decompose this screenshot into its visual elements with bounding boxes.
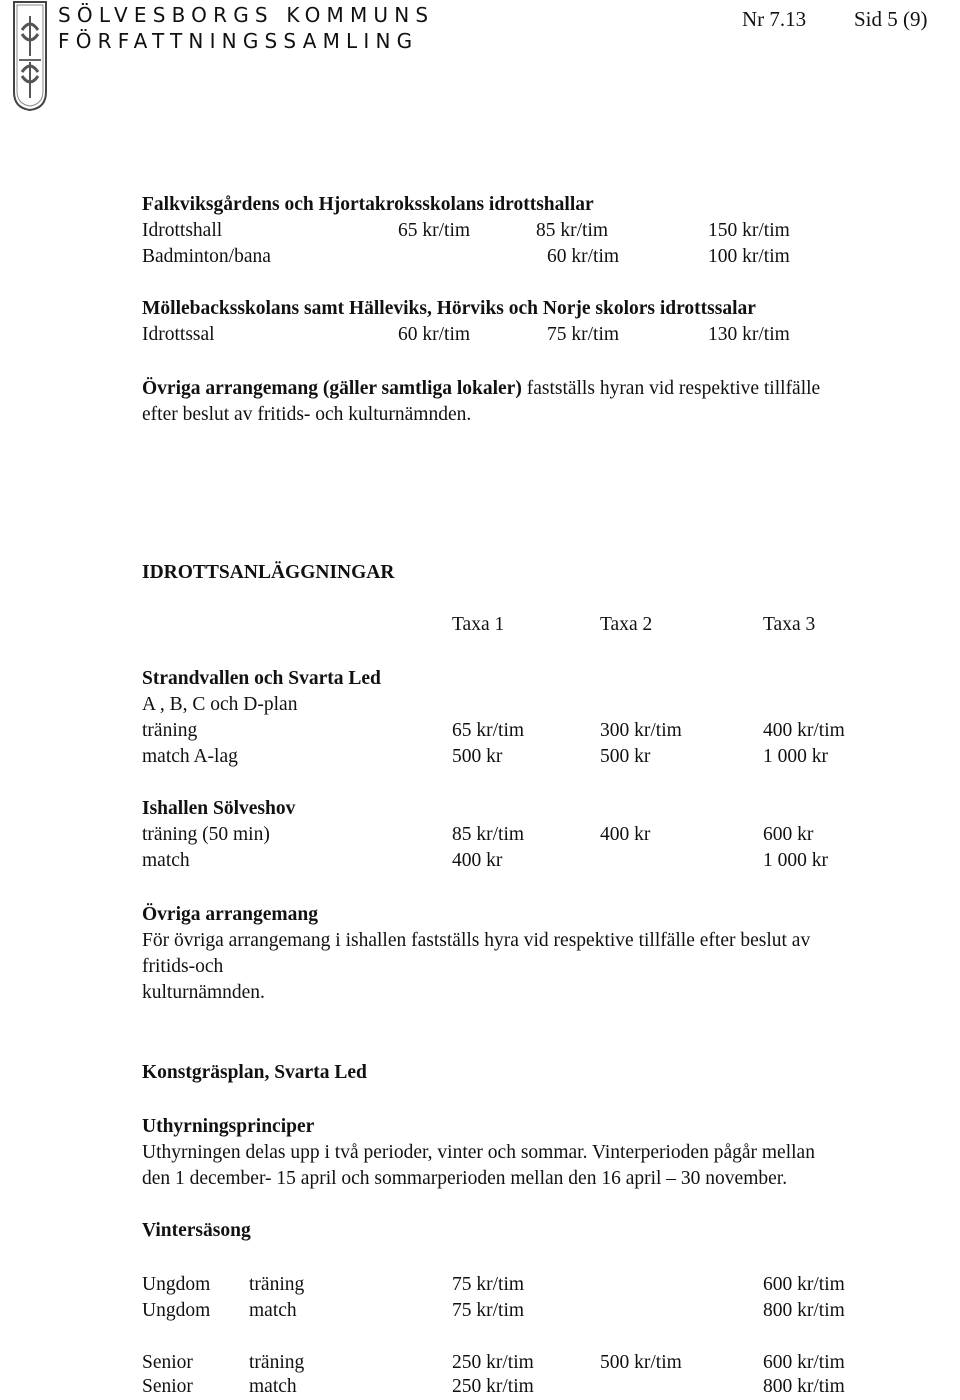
price-cell: 75 kr/tim (452, 1274, 525, 1295)
row-name: Idrottssal (142, 324, 215, 345)
other-arrangements-text-line2: efter beslut av fritids- och kulturnämnden. (142, 404, 472, 425)
price-cell: 60 kr/tim (398, 324, 471, 345)
row-name: match A-lag (142, 746, 238, 767)
price-cell: 800 kr/tim (763, 1300, 845, 1321)
section-title-facilities: IDROTTSANLÄGGNINGAR (142, 562, 395, 583)
column-header-taxa3: Taxa 3 (763, 614, 816, 635)
section-title-halls-falkvik: Falkviksgårdens och Hjortakroksskolans idrottshallar (142, 194, 594, 215)
section-title-konstgras: Konstgräsplan, Svarta Led (142, 1062, 367, 1083)
price-cell: 400 kr (600, 824, 651, 845)
price-cell: 250 kr/tim (452, 1352, 534, 1373)
price-cell: 1 000 kr (763, 850, 828, 871)
type-cell: träning (249, 1274, 305, 1295)
price-cell: 65 kr/tim (452, 720, 525, 741)
paragraph-line: den 1 december- 15 april och sommarperioden mellan den 16 april – 30 november. (142, 1168, 788, 1189)
paragraph-line: kulturnämnden. (142, 982, 265, 1003)
group-cell: Ungdom (142, 1274, 211, 1295)
subsection-subtitle: A , B, C och D-plan (142, 694, 298, 715)
collection-name: FÖRFATTNINGSSAMLING (58, 29, 419, 53)
price-cell: 250 kr/tim (452, 1376, 534, 1397)
price-cell: 300 kr/tim (600, 720, 682, 741)
paragraph-line: Uthyrningen delas upp i två perioder, vinter och sommar. Vinterperioden pågår mellan (142, 1142, 815, 1163)
price-cell: 600 kr/tim (763, 1274, 845, 1295)
type-cell: träning (249, 1352, 305, 1373)
row-name: Idrottshall (142, 220, 223, 241)
price-cell: 1 000 kr (763, 746, 828, 767)
price-cell: 65 kr/tim (398, 220, 471, 241)
row-name: träning (142, 720, 198, 741)
price-cell: 130 kr/tim (708, 324, 790, 345)
price-cell: 75 kr/tim (547, 324, 620, 345)
price-cell: 600 kr/tim (763, 1352, 845, 1373)
price-cell: 100 kr/tim (708, 246, 790, 267)
row-name: Badminton/bana (142, 246, 271, 267)
subsection-title-winter: Vintersäsong (142, 1220, 251, 1241)
municipality-name: SÖLVESBORGS KOMMUNS (58, 3, 435, 27)
column-header-taxa2: Taxa 2 (600, 614, 653, 635)
subsection-title-other: Övriga arrangemang (142, 904, 319, 925)
price-cell: 400 kr (452, 850, 503, 871)
page-number: Sid 5 (9) (854, 7, 928, 31)
price-cell: 150 kr/tim (708, 220, 790, 241)
other-arrangements-text: fastställs hyran vid respektive tillfälle (521, 378, 821, 399)
group-cell: Ungdom (142, 1300, 211, 1321)
row-name: match (142, 850, 190, 871)
other-arrangements-label: Övriga arrangemang (gäller samtliga lokaler) (142, 378, 522, 399)
row-name: träning (50 min) (142, 824, 270, 845)
price-cell: 800 kr/tim (763, 1376, 845, 1397)
price-cell: 400 kr/tim (763, 720, 845, 741)
paragraph-line: För övriga arrangemang i ishallen fastställs hyra vid respektive tillfälle efter beslut av (142, 930, 811, 951)
price-cell: 500 kr/tim (600, 1352, 682, 1373)
section-title-halls-mollebacks: Möllebacksskolans samt Hälleviks, Hörviks och Norje skolors idrottssalar (142, 298, 756, 319)
column-header-taxa1: Taxa 1 (452, 614, 505, 635)
group-cell: Senior (142, 1352, 193, 1373)
price-cell: 500 kr (452, 746, 503, 767)
price-cell: 85 kr/tim (452, 824, 525, 845)
other-arrangements-paragraph (142, 376, 820, 402)
document-number: Nr 7.13 (742, 7, 807, 31)
type-cell: match (249, 1300, 297, 1321)
price-cell: 85 kr/tim (536, 220, 609, 241)
price-cell: 600 kr (763, 824, 814, 845)
subsection-title-ishallen: Ishallen Sölveshov (142, 798, 296, 819)
price-cell: 75 kr/tim (452, 1300, 525, 1321)
price-cell: 500 kr (600, 746, 651, 767)
group-cell: Senior (142, 1376, 193, 1397)
subsection-title-strandvallen: Strandvallen och Svarta Led (142, 668, 381, 689)
subsection-title-principles: Uthyrningsprinciper (142, 1116, 315, 1137)
paragraph-line: fritids-och (142, 956, 224, 977)
price-cell: 60 kr/tim (547, 246, 620, 267)
type-cell: match (249, 1376, 297, 1397)
municipality-crest-icon (10, 0, 50, 112)
